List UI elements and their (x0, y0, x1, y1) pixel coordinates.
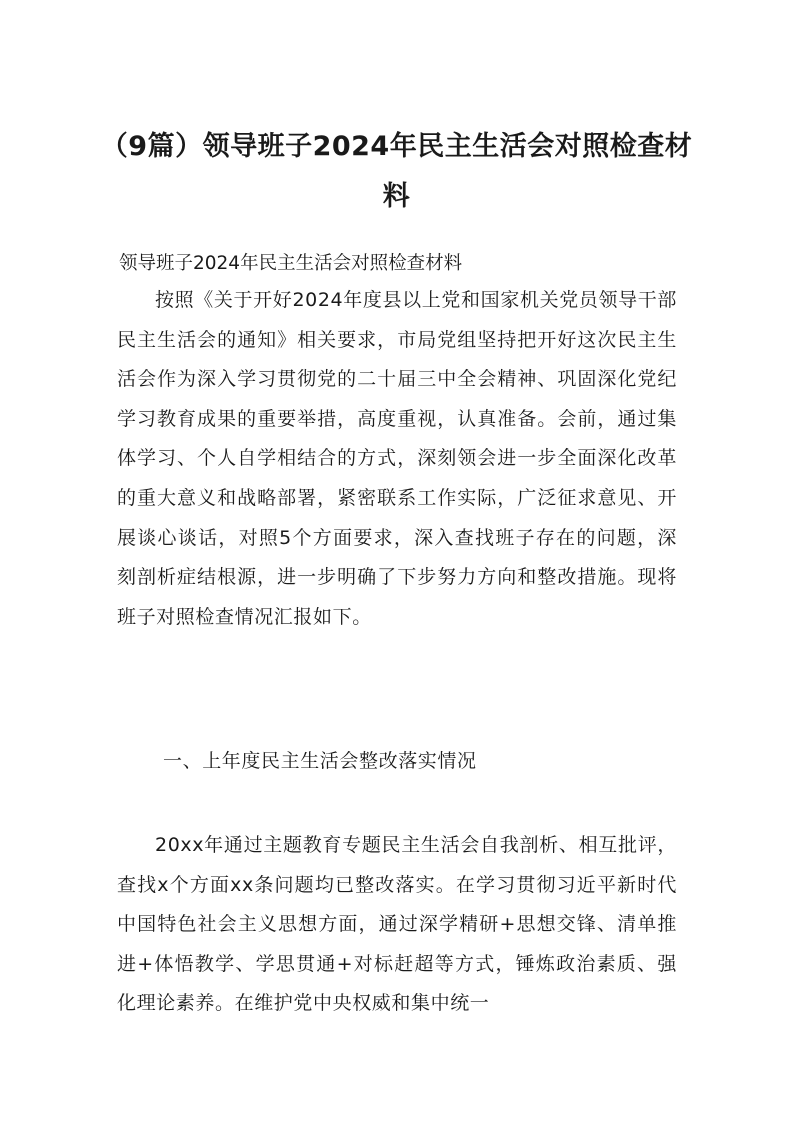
body-paragraph: 20xx年通过主题教育专题民主生活会自我剖析、相互批评，查找x个方面xx条问题均已整改落实。在学习贯彻习近平新时代中国特色社会主义思想方面，通过深学精研+思想交锋、清单推进+体悟教学、学思贯通+对标赶超等方式，锤炼政治素质、强化理论素养。在维护党中央权威和集中统一 (117, 834, 677, 1015)
section-heading: 一、上年度民主生活会整改落实情况 (163, 750, 477, 772)
intro-paragraph: 按照《关于开好2024年度县以上党和国家机关党员领导干部民主生活会的通知》相关要求，市局党组坚持把开好这次民主生活会作为深入学习贯彻党的二十届三中全会精神、巩固深化党纪学习教育成果的重要举措，高度重视，认真准备。会前，通过集体学习、个人自学相结合的方式，深刻领会进一步全面深化改革的重大意义和战略部署，紧密联系工作实际，广泛征求意见、开展谈心谈话，对照5个方面要求，深入查找班子存在的问题，深刻剖析症结根源，进一步明确了下步努力方向和整改措施。现将班子对照检查情况汇报如下。 (117, 289, 677, 628)
document-subtitle: 领导班子2024年民主生活会对照检查材料 (119, 253, 463, 274)
document-title: （9篇）领导班子2024年民主生活会对照检查材料 (100, 131, 693, 212)
